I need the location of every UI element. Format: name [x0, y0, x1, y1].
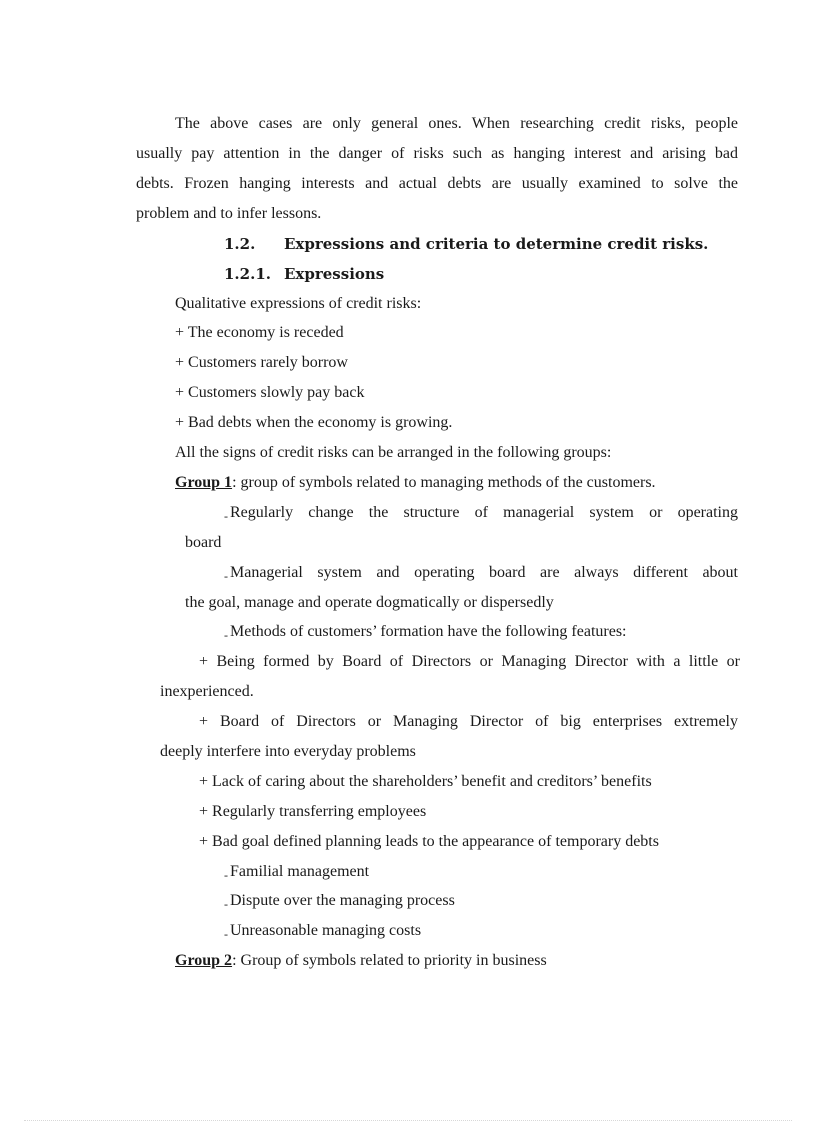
page-bottom-divider — [24, 1120, 792, 1121]
bullet-item: - Methods of customers’ formation have the following features: — [224, 623, 627, 642]
dash-icon: - — [224, 927, 228, 941]
bullet-item-continuation: the goal, manage and operate dogmatically or dispersedly — [185, 594, 554, 611]
intro-line-3: debts. Frozen hanging interests and actual debts are usually examined to solve the — [136, 175, 738, 192]
plus-item-continuation: inexperienced. — [160, 683, 254, 700]
dash-icon: - — [224, 897, 228, 911]
subsection-heading — [224, 264, 384, 284]
bullet-item-continuation: board — [185, 534, 222, 551]
section-heading — [224, 234, 708, 254]
dash-icon: - — [224, 569, 228, 583]
plus-item: + Board of Directors or Managing Director of big enterprises extremely — [199, 713, 738, 730]
qualitative-item: + Bad debts when the economy is growing. — [175, 414, 453, 431]
qualitative-item: + Customers slowly pay back — [175, 384, 365, 401]
qualitative-item: + Customers rarely borrow — [175, 354, 348, 371]
section-title: Expressions and criteria to determine credit risks. — [284, 235, 709, 253]
intro-line-1: The above cases are only general ones. When researching credit risks, people — [175, 115, 738, 132]
plus-item: + Lack of caring about the shareholders’ benefit and creditors’ benefits — [199, 773, 652, 790]
dash-icon: - — [224, 509, 228, 523]
bullet-item: - Dispute over the managing process — [224, 892, 455, 911]
group-1-text: : group of symbols related to managing methods of the customers. — [232, 474, 656, 491]
group-2-line — [175, 951, 547, 971]
subsection-title: Expressions — [284, 265, 385, 283]
plus-item: + Regularly transferring employees — [199, 803, 427, 820]
subsection-number: 1.2.1. — [224, 265, 271, 283]
qualitative-item: + The economy is receded — [175, 324, 344, 341]
intro-line-4: problem and to infer lessons. — [136, 205, 322, 222]
plus-item: + Being formed by Board of Directors or Managing Director with a little or — [199, 653, 740, 670]
dash-icon: - — [224, 628, 228, 642]
section-number: 1.2. — [224, 235, 256, 253]
signs-intro: All the signs of credit risks can be arranged in the following groups: — [175, 444, 612, 461]
plus-item-continuation: deeply interfere into everyday problems — [160, 743, 416, 760]
bullet-item: - Managerial system and operating board are always different about — [224, 564, 738, 583]
group-2-text: : Group of symbols related to priority in business — [232, 952, 547, 969]
dash-icon: - — [224, 868, 228, 882]
bullet-item: - Unreasonable managing costs — [224, 922, 422, 941]
plus-item: + Bad goal defined planning leads to the appearance of temporary debts — [199, 833, 659, 850]
group-1-line — [175, 473, 656, 493]
bullet-item: - Regularly change the structure of managerial system or operating — [224, 504, 738, 523]
qualitative-intro: Qualitative expressions of credit risks: — [175, 295, 422, 312]
bullet-item: - Familial management — [224, 863, 370, 882]
intro-line-2: usually pay attention in the danger of risks such as hanging interest and arising bad — [136, 145, 738, 162]
group-1-label: Group 1 — [175, 474, 233, 491]
group-2-label: Group 2 — [175, 952, 233, 969]
